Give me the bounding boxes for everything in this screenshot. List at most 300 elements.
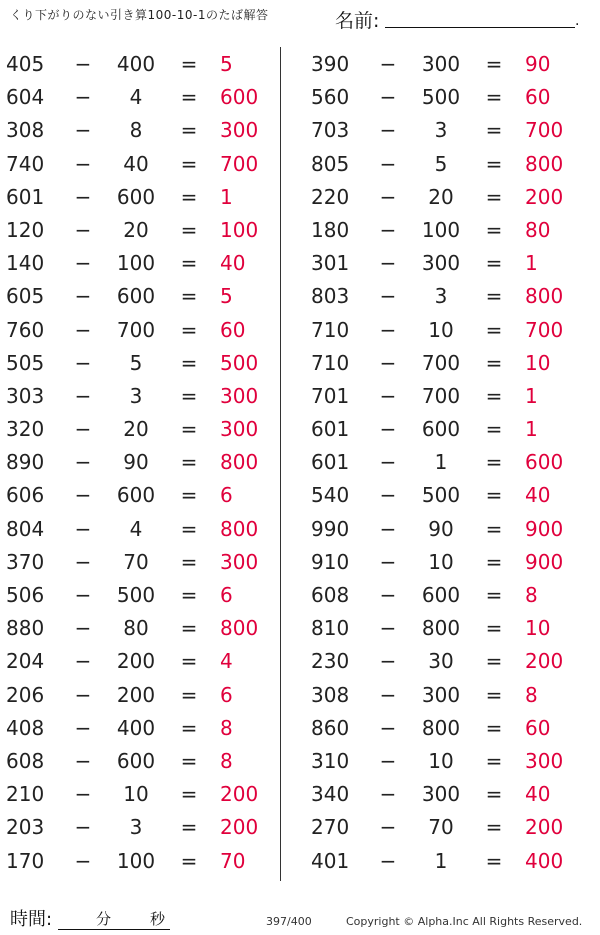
minus-sign: − bbox=[74, 417, 92, 442]
problem-row bbox=[305, 513, 585, 546]
minus-sign: − bbox=[379, 782, 397, 807]
equals-sign: = bbox=[180, 217, 198, 242]
time-field-line bbox=[58, 929, 170, 930]
problem-row bbox=[305, 446, 585, 479]
minus-sign: − bbox=[74, 549, 92, 574]
worksheet-title: くり下がりのない引き算100-10-1のたば解答 bbox=[10, 8, 269, 22]
minus-sign: − bbox=[74, 383, 92, 408]
problem-row bbox=[0, 347, 280, 380]
subtrahend: 400 bbox=[116, 715, 156, 740]
problem-row bbox=[0, 247, 280, 280]
minus-sign: − bbox=[379, 682, 397, 707]
subtrahend: 5 bbox=[434, 151, 448, 176]
problem-row bbox=[0, 446, 280, 479]
minus-sign: − bbox=[74, 715, 92, 740]
minuend: 810 bbox=[311, 616, 350, 641]
subtrahend: 500 bbox=[421, 483, 461, 508]
problem-row bbox=[0, 612, 280, 645]
answer: 8 bbox=[220, 748, 233, 773]
problem-row bbox=[0, 314, 280, 347]
minuend: 310 bbox=[311, 748, 350, 773]
name-field-line bbox=[385, 27, 575, 28]
equals-sign: = bbox=[485, 217, 503, 242]
answer: 300 bbox=[220, 383, 259, 408]
minuend: 220 bbox=[311, 184, 350, 209]
problem-row bbox=[0, 679, 280, 712]
problem-row bbox=[0, 48, 280, 81]
equals-sign: = bbox=[180, 350, 198, 375]
equals-sign: = bbox=[180, 383, 198, 408]
answer: 90 bbox=[525, 52, 551, 76]
minuend: 170 bbox=[6, 848, 45, 873]
minuend: 204 bbox=[6, 649, 45, 674]
minus-sign: − bbox=[74, 848, 92, 873]
answer: 40 bbox=[525, 483, 551, 508]
minus-sign: − bbox=[379, 383, 397, 408]
equals-sign: = bbox=[485, 815, 503, 840]
minuend: 910 bbox=[311, 549, 350, 574]
answer: 8 bbox=[220, 715, 233, 740]
equals-sign: = bbox=[180, 848, 198, 873]
page-number: 397/400 bbox=[266, 915, 312, 928]
answer: 900 bbox=[525, 516, 564, 541]
subtrahend: 300 bbox=[421, 52, 461, 76]
minus-sign: − bbox=[74, 52, 92, 76]
minuend: 606 bbox=[6, 483, 45, 508]
answer: 300 bbox=[220, 417, 259, 442]
answer: 200 bbox=[525, 649, 564, 674]
minus-sign: − bbox=[379, 748, 397, 773]
problem-row bbox=[305, 280, 585, 313]
subtrahend: 30 bbox=[428, 649, 454, 674]
equals-sign: = bbox=[485, 782, 503, 807]
equals-sign: = bbox=[485, 516, 503, 541]
subtrahend: 300 bbox=[421, 251, 461, 276]
subtrahend: 600 bbox=[116, 184, 156, 209]
equals-sign: = bbox=[485, 748, 503, 773]
problem-column-right bbox=[305, 48, 585, 878]
minus-sign: − bbox=[379, 217, 397, 242]
minuend: 880 bbox=[6, 616, 45, 641]
equals-sign: = bbox=[180, 483, 198, 508]
minus-sign: − bbox=[379, 583, 397, 607]
equals-sign: = bbox=[180, 516, 198, 541]
problem-row bbox=[305, 612, 585, 645]
problem-row bbox=[0, 712, 280, 745]
minus-sign: − bbox=[74, 217, 92, 242]
minuend: 703 bbox=[311, 118, 350, 143]
answer: 8 bbox=[525, 583, 538, 607]
equals-sign: = bbox=[485, 682, 503, 707]
minus-sign: − bbox=[379, 350, 397, 375]
equals-sign: = bbox=[485, 715, 503, 740]
equals-sign: = bbox=[180, 715, 198, 740]
minus-sign: − bbox=[74, 782, 92, 807]
problem-row bbox=[305, 745, 585, 778]
answer: 80 bbox=[525, 217, 551, 242]
equals-sign: = bbox=[180, 151, 198, 176]
equals-sign: = bbox=[485, 616, 503, 641]
problem-row bbox=[305, 413, 585, 446]
answer: 8 bbox=[525, 682, 538, 707]
minuend: 308 bbox=[311, 682, 350, 707]
answer: 40 bbox=[525, 782, 551, 807]
subtrahend: 300 bbox=[421, 782, 461, 807]
minuend: 803 bbox=[311, 284, 350, 309]
equals-sign: = bbox=[180, 815, 198, 840]
minuend: 601 bbox=[311, 450, 350, 475]
subtrahend: 10 bbox=[123, 782, 149, 807]
minus-sign: − bbox=[74, 583, 92, 607]
minus-sign: − bbox=[74, 184, 92, 209]
minuend: 405 bbox=[6, 52, 45, 76]
problem-row bbox=[0, 579, 280, 612]
subtrahend: 500 bbox=[421, 85, 461, 110]
minuend: 804 bbox=[6, 516, 45, 541]
problem-row bbox=[305, 811, 585, 844]
equals-sign: = bbox=[485, 417, 503, 442]
problem-row bbox=[0, 645, 280, 678]
problem-row bbox=[305, 48, 585, 81]
minus-sign: − bbox=[379, 284, 397, 309]
minus-sign: − bbox=[379, 483, 397, 508]
minuend: 710 bbox=[311, 317, 350, 342]
minuend: 230 bbox=[311, 649, 350, 674]
subtrahend: 20 bbox=[428, 184, 454, 209]
minuend: 370 bbox=[6, 549, 45, 574]
equals-sign: = bbox=[180, 649, 198, 674]
equals-sign: = bbox=[180, 450, 198, 475]
answer: 700 bbox=[525, 317, 564, 342]
answer: 800 bbox=[220, 450, 259, 475]
problem-row bbox=[305, 679, 585, 712]
problem-row bbox=[0, 148, 280, 181]
minuend: 401 bbox=[311, 848, 350, 873]
answer: 900 bbox=[525, 549, 564, 574]
subtrahend: 10 bbox=[428, 317, 454, 342]
equals-sign: = bbox=[180, 317, 198, 342]
equals-sign: = bbox=[180, 118, 198, 143]
minuend: 860 bbox=[311, 715, 350, 740]
answer: 1 bbox=[220, 184, 233, 209]
equals-sign: = bbox=[180, 284, 198, 309]
problem-row bbox=[0, 114, 280, 147]
minus-sign: − bbox=[379, 85, 397, 110]
minus-sign: − bbox=[379, 450, 397, 475]
minus-sign: − bbox=[74, 649, 92, 674]
minus-sign: − bbox=[74, 815, 92, 840]
equals-sign: = bbox=[180, 85, 198, 110]
equals-sign: = bbox=[485, 251, 503, 276]
problem-row bbox=[305, 247, 585, 280]
answer: 200 bbox=[220, 782, 259, 807]
minuend: 608 bbox=[311, 583, 350, 607]
minus-sign: − bbox=[379, 317, 397, 342]
answer: 300 bbox=[220, 549, 259, 574]
subtrahend: 400 bbox=[116, 52, 156, 76]
problem-row bbox=[0, 845, 280, 878]
subtrahend: 600 bbox=[116, 483, 156, 508]
problem-column-left bbox=[0, 48, 280, 878]
answer: 10 bbox=[525, 350, 551, 375]
problem-row bbox=[305, 81, 585, 114]
minus-sign: − bbox=[74, 682, 92, 707]
equals-sign: = bbox=[485, 450, 503, 475]
minuend: 320 bbox=[6, 417, 45, 442]
minuend: 390 bbox=[311, 52, 350, 76]
subtrahend: 200 bbox=[116, 682, 156, 707]
subtrahend: 5 bbox=[129, 350, 143, 375]
answer: 1 bbox=[525, 383, 538, 408]
minus-sign: − bbox=[379, 417, 397, 442]
answer: 300 bbox=[525, 748, 564, 773]
problem-row bbox=[305, 546, 585, 579]
minus-sign: − bbox=[379, 516, 397, 541]
subtrahend: 800 bbox=[421, 715, 461, 740]
minuend: 740 bbox=[6, 151, 45, 176]
subtrahend: 1 bbox=[434, 848, 448, 873]
answer: 800 bbox=[525, 284, 564, 309]
minuend: 303 bbox=[6, 383, 45, 408]
minuend: 140 bbox=[6, 251, 45, 276]
problem-row bbox=[305, 712, 585, 745]
subtrahend: 3 bbox=[434, 284, 448, 309]
answer: 600 bbox=[525, 450, 564, 475]
subtrahend: 70 bbox=[428, 815, 454, 840]
answer: 700 bbox=[220, 151, 259, 176]
subtrahend: 8 bbox=[129, 118, 143, 143]
minus-sign: − bbox=[379, 151, 397, 176]
equals-sign: = bbox=[485, 284, 503, 309]
equals-sign: = bbox=[180, 682, 198, 707]
minus-sign: − bbox=[74, 748, 92, 773]
problem-row bbox=[0, 181, 280, 214]
answer: 60 bbox=[525, 85, 551, 110]
minus-sign: − bbox=[74, 317, 92, 342]
minuend: 180 bbox=[311, 217, 350, 242]
minus-sign: − bbox=[379, 52, 397, 76]
subtrahend: 700 bbox=[421, 383, 461, 408]
equals-sign: = bbox=[180, 616, 198, 641]
answer: 60 bbox=[220, 317, 246, 342]
equals-sign: = bbox=[485, 350, 503, 375]
time-label: 時間: bbox=[10, 909, 53, 930]
minuend: 301 bbox=[311, 251, 350, 276]
problem-row bbox=[0, 413, 280, 446]
subtrahend: 80 bbox=[123, 616, 149, 641]
minuend: 601 bbox=[311, 417, 350, 442]
minuend: 701 bbox=[311, 383, 350, 408]
answer: 60 bbox=[525, 715, 551, 740]
minuend: 408 bbox=[6, 715, 45, 740]
minus-sign: − bbox=[74, 516, 92, 541]
minus-sign: − bbox=[74, 450, 92, 475]
minus-sign: − bbox=[379, 848, 397, 873]
answer: 500 bbox=[220, 350, 259, 375]
problem-row bbox=[305, 845, 585, 878]
minuend: 560 bbox=[311, 85, 350, 110]
subtrahend: 600 bbox=[116, 284, 156, 309]
subtrahend: 500 bbox=[116, 583, 156, 607]
minuend: 601 bbox=[6, 184, 45, 209]
equals-sign: = bbox=[485, 184, 503, 209]
equals-sign: = bbox=[180, 251, 198, 276]
equals-sign: = bbox=[485, 649, 503, 674]
answer: 6 bbox=[220, 483, 233, 508]
minuend: 710 bbox=[311, 350, 350, 375]
answer: 200 bbox=[220, 815, 259, 840]
problem-row bbox=[305, 380, 585, 413]
minus-sign: − bbox=[74, 616, 92, 641]
answer: 40 bbox=[220, 251, 246, 276]
equals-sign: = bbox=[485, 483, 503, 508]
equals-sign: = bbox=[485, 317, 503, 342]
subtrahend: 10 bbox=[428, 549, 454, 574]
problem-row bbox=[0, 513, 280, 546]
minuend: 206 bbox=[6, 682, 45, 707]
answer: 800 bbox=[220, 516, 259, 541]
subtrahend: 40 bbox=[123, 151, 149, 176]
minuend: 506 bbox=[6, 583, 45, 607]
problem-row bbox=[0, 778, 280, 811]
equals-sign: = bbox=[180, 184, 198, 209]
answer: 200 bbox=[525, 184, 564, 209]
minuend: 270 bbox=[311, 815, 350, 840]
minuend: 805 bbox=[311, 151, 350, 176]
subtrahend: 10 bbox=[428, 748, 454, 773]
minus-sign: − bbox=[379, 251, 397, 276]
minuend: 203 bbox=[6, 815, 45, 840]
minus-sign: − bbox=[379, 715, 397, 740]
problem-row bbox=[305, 148, 585, 181]
answer: 5 bbox=[220, 52, 233, 76]
answer: 800 bbox=[220, 616, 259, 641]
minus-sign: − bbox=[74, 284, 92, 309]
problem-row bbox=[305, 347, 585, 380]
answer: 6 bbox=[220, 682, 233, 707]
equals-sign: = bbox=[180, 748, 198, 773]
subtrahend: 4 bbox=[129, 85, 143, 110]
subtrahend: 300 bbox=[421, 682, 461, 707]
answer: 10 bbox=[525, 616, 551, 641]
minuend: 608 bbox=[6, 748, 45, 773]
equals-sign: = bbox=[485, 583, 503, 607]
subtrahend: 1 bbox=[434, 450, 448, 475]
problem-row bbox=[0, 811, 280, 844]
equals-sign: = bbox=[180, 782, 198, 807]
column-divider bbox=[280, 47, 281, 881]
minuend: 540 bbox=[311, 483, 350, 508]
answer: 5 bbox=[220, 284, 233, 309]
subtrahend: 70 bbox=[123, 549, 149, 574]
minuend: 505 bbox=[6, 350, 45, 375]
equals-sign: = bbox=[485, 549, 503, 574]
subtrahend: 100 bbox=[116, 848, 156, 873]
minuend: 340 bbox=[311, 782, 350, 807]
equals-sign: = bbox=[485, 52, 503, 76]
minus-sign: − bbox=[74, 85, 92, 110]
subtrahend: 20 bbox=[123, 217, 149, 242]
minuend: 604 bbox=[6, 85, 45, 110]
answer: 300 bbox=[220, 118, 259, 143]
problem-row bbox=[305, 645, 585, 678]
minus-sign: − bbox=[379, 616, 397, 641]
subtrahend: 700 bbox=[421, 350, 461, 375]
problem-row bbox=[0, 479, 280, 512]
answer: 70 bbox=[220, 848, 246, 873]
subtrahend: 4 bbox=[129, 516, 143, 541]
subtrahend: 800 bbox=[421, 616, 461, 641]
subtrahend: 100 bbox=[116, 251, 156, 276]
problem-row bbox=[0, 280, 280, 313]
problem-row bbox=[305, 314, 585, 347]
minuend: 605 bbox=[6, 284, 45, 309]
minus-sign: − bbox=[379, 118, 397, 143]
minuend: 308 bbox=[6, 118, 45, 143]
problem-row bbox=[0, 214, 280, 247]
problem-row bbox=[0, 745, 280, 778]
subtrahend: 20 bbox=[123, 417, 149, 442]
minus-sign: − bbox=[379, 815, 397, 840]
subtrahend: 3 bbox=[129, 383, 143, 408]
equals-sign: = bbox=[485, 848, 503, 873]
minuend: 760 bbox=[6, 317, 45, 342]
subtrahend: 3 bbox=[129, 815, 143, 840]
minus-sign: − bbox=[74, 251, 92, 276]
equals-sign: = bbox=[180, 417, 198, 442]
subtrahend: 700 bbox=[116, 317, 156, 342]
equals-sign: = bbox=[485, 118, 503, 143]
minus-sign: − bbox=[379, 649, 397, 674]
equals-sign: = bbox=[485, 151, 503, 176]
name-field-dot: . bbox=[575, 13, 580, 29]
subtrahend: 90 bbox=[428, 516, 454, 541]
minus-sign: − bbox=[74, 350, 92, 375]
answer: 100 bbox=[220, 217, 259, 242]
equals-sign: = bbox=[180, 549, 198, 574]
problem-row bbox=[305, 214, 585, 247]
minus-sign: − bbox=[74, 483, 92, 508]
subtrahend: 200 bbox=[116, 649, 156, 674]
answer: 700 bbox=[525, 118, 564, 143]
answer: 400 bbox=[525, 848, 564, 873]
minuend: 120 bbox=[6, 217, 45, 242]
subtrahend: 600 bbox=[421, 583, 461, 607]
answer: 1 bbox=[525, 251, 538, 276]
subtrahend: 90 bbox=[123, 450, 149, 475]
problem-row bbox=[305, 579, 585, 612]
answer: 6 bbox=[220, 583, 233, 607]
minuend: 990 bbox=[311, 516, 350, 541]
answer: 4 bbox=[220, 649, 233, 674]
subtrahend: 100 bbox=[421, 217, 461, 242]
answer: 600 bbox=[220, 85, 259, 110]
subtrahend: 600 bbox=[116, 748, 156, 773]
subtrahend: 3 bbox=[434, 118, 448, 143]
minutes-label: 分 bbox=[96, 910, 112, 928]
problem-row bbox=[0, 546, 280, 579]
minus-sign: − bbox=[74, 118, 92, 143]
answer: 200 bbox=[525, 815, 564, 840]
problem-row bbox=[0, 81, 280, 114]
seconds-label: 秒 bbox=[150, 910, 166, 928]
minuend: 210 bbox=[6, 782, 45, 807]
minus-sign: − bbox=[74, 151, 92, 176]
equals-sign: = bbox=[180, 583, 198, 607]
problem-row bbox=[305, 778, 585, 811]
equals-sign: = bbox=[180, 52, 198, 76]
answer: 800 bbox=[525, 151, 564, 176]
